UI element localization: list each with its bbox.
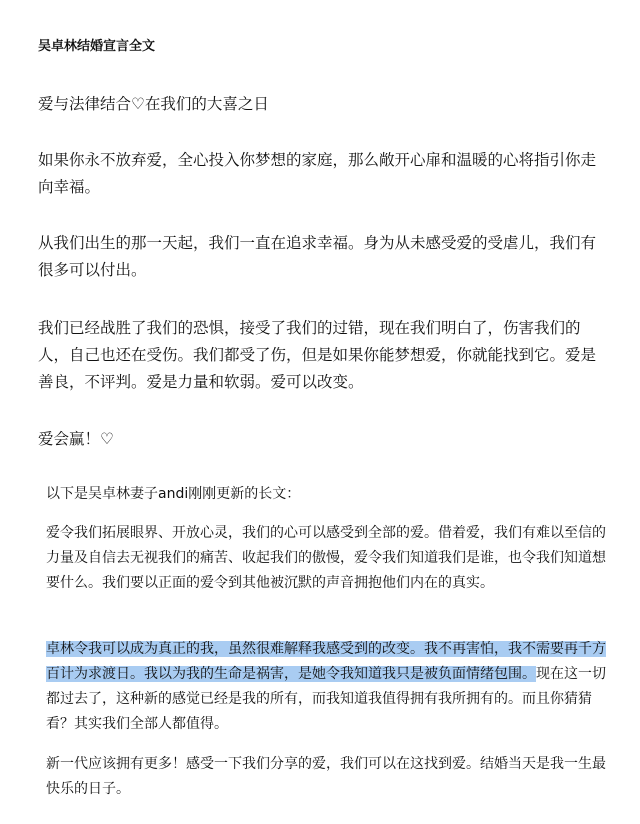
paragraph-4: 爱会赢！♡ (38, 430, 114, 448)
quote-intro: 以下是吴卓林妻子andi刚刚更新的长文： (46, 486, 301, 502)
article-title: 吴卓林结婚宣言全文 (38, 39, 156, 54)
paragraph-3: 我们已经战胜了我们的恐惧，接受了我们的过错，现在我们明白了，伤害我们的人，自己也还在受伤。我们都受了伤，但是如果你能梦想爱，你就能找到它。爱是善良，不评判。爱是力量和软弱。爱可以改变。 (38, 319, 597, 391)
quote-paragraph-2-rest: 现在这一切都过去了，这种新的感觉已经是我的所有，而我知道我值得拥有我所拥有的。而且你猜猜看？其实我们全部人都值得。 (46, 666, 606, 732)
highlighted-text: 卓林令我可以成为真正的我，虽然很难解释我感受到的改变。我不再害怕，我不需要再千方百计为求渡日。我以为我的生命是祸害，是她令我知道我只是被负面情绪包围。 (46, 641, 606, 682)
paragraph-1: 如果你永不放弃爱，全心投入你梦想的家庭，那么敞开心扉和温暖的心将指引你走向幸福。 (38, 151, 597, 196)
quote-paragraph-2 (46, 637, 606, 737)
quote-paragraph-3: 新一代应该拥有更多！感受一下我们分享的爱，我们可以在这找到爱。结婚当天是我一生最快乐的日子。 (46, 756, 606, 797)
paragraph-2: 从我们出生的那一天起，我们一直在追求幸福。身为从未感受爱的受虐儿，我们有很多可以付出。 (38, 234, 597, 279)
paragraph-subtitle: 爱与法律结合♡在我们的大喜之日 (38, 95, 269, 113)
quote-paragraph-1: 爱令我们拓展眼界、开放心灵，我们的心可以感受到全部的爱。借着爱，我们有难以至信的力量及自信去无视我们的痛苦、收起我们的傲慢，爱令我们知道我们是谁，也令我们知道想要什么。我们要以正面的爱令到其他被沉默的声音拥抱他们内在的真实。 (46, 525, 606, 591)
